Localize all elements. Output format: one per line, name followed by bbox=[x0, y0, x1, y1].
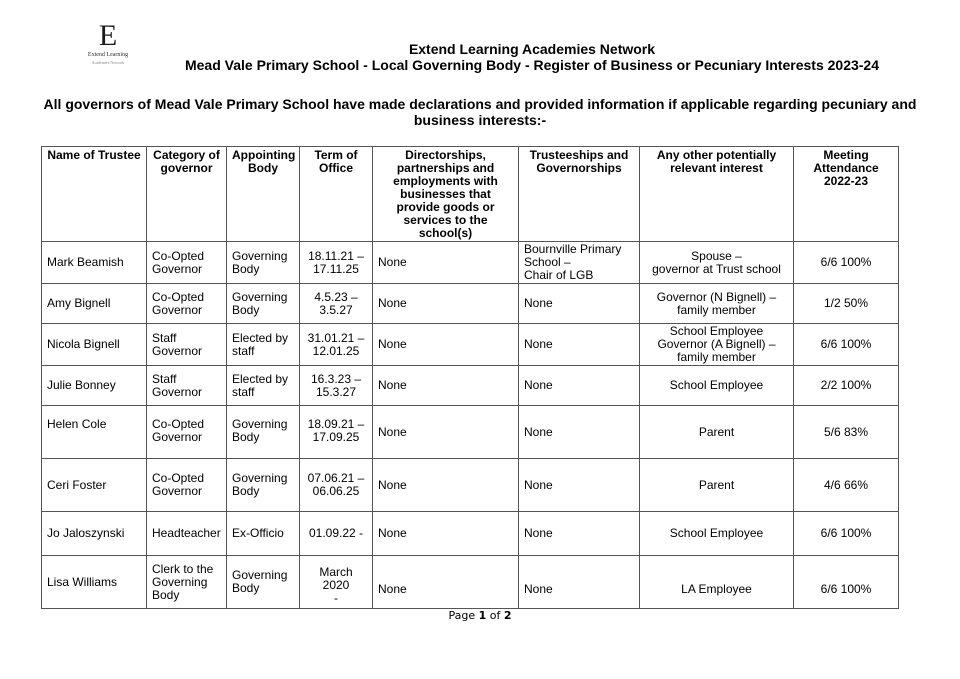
col-header-other-interest: Any other potentially relevant interest bbox=[640, 147, 794, 242]
cell-name: Jo Jaloszynski bbox=[42, 512, 147, 556]
table-row bbox=[42, 366, 899, 406]
cell-term: 4.5.23 – 3.5.27 bbox=[300, 284, 373, 324]
cell-term: 31.01.21 – 12.01.25 bbox=[300, 324, 373, 366]
page-word: Page bbox=[448, 609, 476, 622]
cell-term: 18.11.21 – 17.11.25 bbox=[300, 242, 373, 284]
cell-other-interest: Parent bbox=[640, 459, 794, 512]
cell-term: 07.06.21 – 06.06.25 bbox=[300, 459, 373, 512]
cell-name: Amy Bignell bbox=[42, 284, 147, 324]
cell-attendance: 2/2 100% bbox=[794, 366, 899, 406]
cell-other-interest: School Employee bbox=[640, 512, 794, 556]
page-total: 2 bbox=[503, 609, 512, 622]
cell-category: Co-Opted Governor bbox=[147, 459, 227, 512]
col-header-term: Term of Office bbox=[300, 147, 373, 242]
cell-appointing-body: Governing Body bbox=[227, 556, 300, 609]
register-title: Mead Vale Primary School - Local Governing Body - Register of Business or Pecuniary Interests 2023-24 bbox=[184, 57, 879, 73]
cell-attendance: 6/6 100% bbox=[794, 324, 899, 366]
cell-appointing-body: Governing Body bbox=[227, 459, 300, 512]
cell-category: Staff Governor bbox=[147, 366, 227, 406]
cell-term: 18.09.21 – 17.09.25 bbox=[300, 406, 373, 459]
cell-trusteeships: None bbox=[519, 512, 640, 556]
cell-directorships: None bbox=[373, 242, 519, 284]
table-header-row bbox=[42, 147, 899, 242]
cell-directorships: None bbox=[373, 556, 519, 609]
cell-other-interest: Governor (N Bignell) – family member bbox=[640, 284, 794, 324]
cell-attendance: 1/2 50% bbox=[794, 284, 899, 324]
cell-category: Clerk to the Governing Body bbox=[147, 556, 227, 609]
cell-appointing-body: Elected by staff bbox=[227, 366, 300, 406]
table-row bbox=[42, 324, 899, 366]
cell-attendance: 6/6 100% bbox=[794, 556, 899, 609]
cell-name: Julie Bonney bbox=[42, 366, 147, 406]
cell-name: Nicola Bignell bbox=[42, 324, 147, 366]
cell-directorships: None bbox=[373, 324, 519, 366]
table-row bbox=[42, 512, 899, 556]
cell-category: Headteacher bbox=[147, 512, 227, 556]
table-row bbox=[42, 242, 899, 284]
cell-category: Co-Opted Governor bbox=[147, 406, 227, 459]
cell-directorships: None bbox=[373, 366, 519, 406]
col-header-appointing-body: Appointing Body bbox=[227, 147, 300, 242]
cell-category: Staff Governor bbox=[147, 324, 227, 366]
of-word: of bbox=[489, 609, 501, 622]
cell-term: 16.3.23 – 15.3.27 bbox=[300, 366, 373, 406]
col-header-attendance: Meeting Attendance 2022-23 bbox=[794, 147, 899, 242]
cell-directorships: None bbox=[373, 284, 519, 324]
logo-tagline: Academies Network bbox=[91, 60, 125, 65]
cell-directorships: None bbox=[373, 512, 519, 556]
cell-directorships: None bbox=[373, 459, 519, 512]
cell-other-interest: School Employee Governor (A Bignell) – family member bbox=[640, 324, 794, 366]
cell-other-interest: LA Employee bbox=[640, 556, 794, 609]
page-number: 1 bbox=[478, 609, 487, 622]
cell-trusteeships: None bbox=[519, 556, 640, 609]
cell-attendance: 4/6 66% bbox=[794, 459, 899, 512]
cell-other-interest: School Employee bbox=[640, 366, 794, 406]
table-row bbox=[42, 406, 899, 459]
cell-attendance: 5/6 83% bbox=[794, 406, 899, 459]
cell-name: Ceri Foster bbox=[42, 459, 147, 512]
page-footer bbox=[0, 609, 960, 622]
col-header-category: Category of governor bbox=[147, 147, 227, 242]
cell-other-interest: Parent bbox=[640, 406, 794, 459]
table-row bbox=[42, 284, 899, 324]
cell-trusteeships: None bbox=[519, 459, 640, 512]
logo-initial: E bbox=[98, 19, 118, 52]
cell-trusteeships: Bournville Primary School – Chair of LGB bbox=[519, 242, 640, 284]
col-header-trusteeships: Trusteeships and Governorships bbox=[519, 147, 640, 242]
cell-other-interest: Spouse – governor at Trust school bbox=[640, 242, 794, 284]
col-header-name: Name of Trustee bbox=[42, 147, 147, 242]
cell-name: Lisa Williams bbox=[42, 556, 147, 609]
cell-category: Co-Opted Governor bbox=[147, 284, 227, 324]
cell-appointing-body: Governing Body bbox=[227, 242, 300, 284]
cell-term: March 2020 - bbox=[300, 556, 373, 609]
table-row bbox=[42, 459, 899, 512]
cell-trusteeships: None bbox=[519, 284, 640, 324]
table-row bbox=[42, 556, 899, 609]
cell-attendance: 6/6 100% bbox=[794, 512, 899, 556]
cell-appointing-body: Elected by staff bbox=[227, 324, 300, 366]
cell-name: Mark Beamish bbox=[42, 242, 147, 284]
cell-trusteeships: None bbox=[519, 406, 640, 459]
cell-directorships: None bbox=[373, 406, 519, 459]
network-heading: Extend Learning Academies Network bbox=[408, 41, 656, 57]
cell-name: Helen Cole bbox=[42, 406, 147, 459]
cell-attendance: 6/6 100% bbox=[794, 242, 899, 284]
cell-trusteeships: None bbox=[519, 366, 640, 406]
cell-trusteeships: None bbox=[519, 324, 640, 366]
col-header-directorships: Directorships, partnerships and employments with businesses that provide goods or services to the school(s) bbox=[373, 147, 519, 242]
intro-statement: All governors of Mead Vale Primary School have made declarations and provided information if applicable regarding pecuniary and business interests:- bbox=[43, 96, 917, 128]
cell-category: Co-Opted Governor bbox=[147, 242, 227, 284]
cell-appointing-body: Governing Body bbox=[227, 406, 300, 459]
cell-appointing-body: Governing Body bbox=[227, 284, 300, 324]
logo-name: Extend Learning bbox=[87, 52, 129, 58]
cell-appointing-body: Ex-Officio bbox=[227, 512, 300, 556]
register-table bbox=[41, 146, 899, 609]
cell-term: 01.09.22 - bbox=[300, 512, 373, 556]
